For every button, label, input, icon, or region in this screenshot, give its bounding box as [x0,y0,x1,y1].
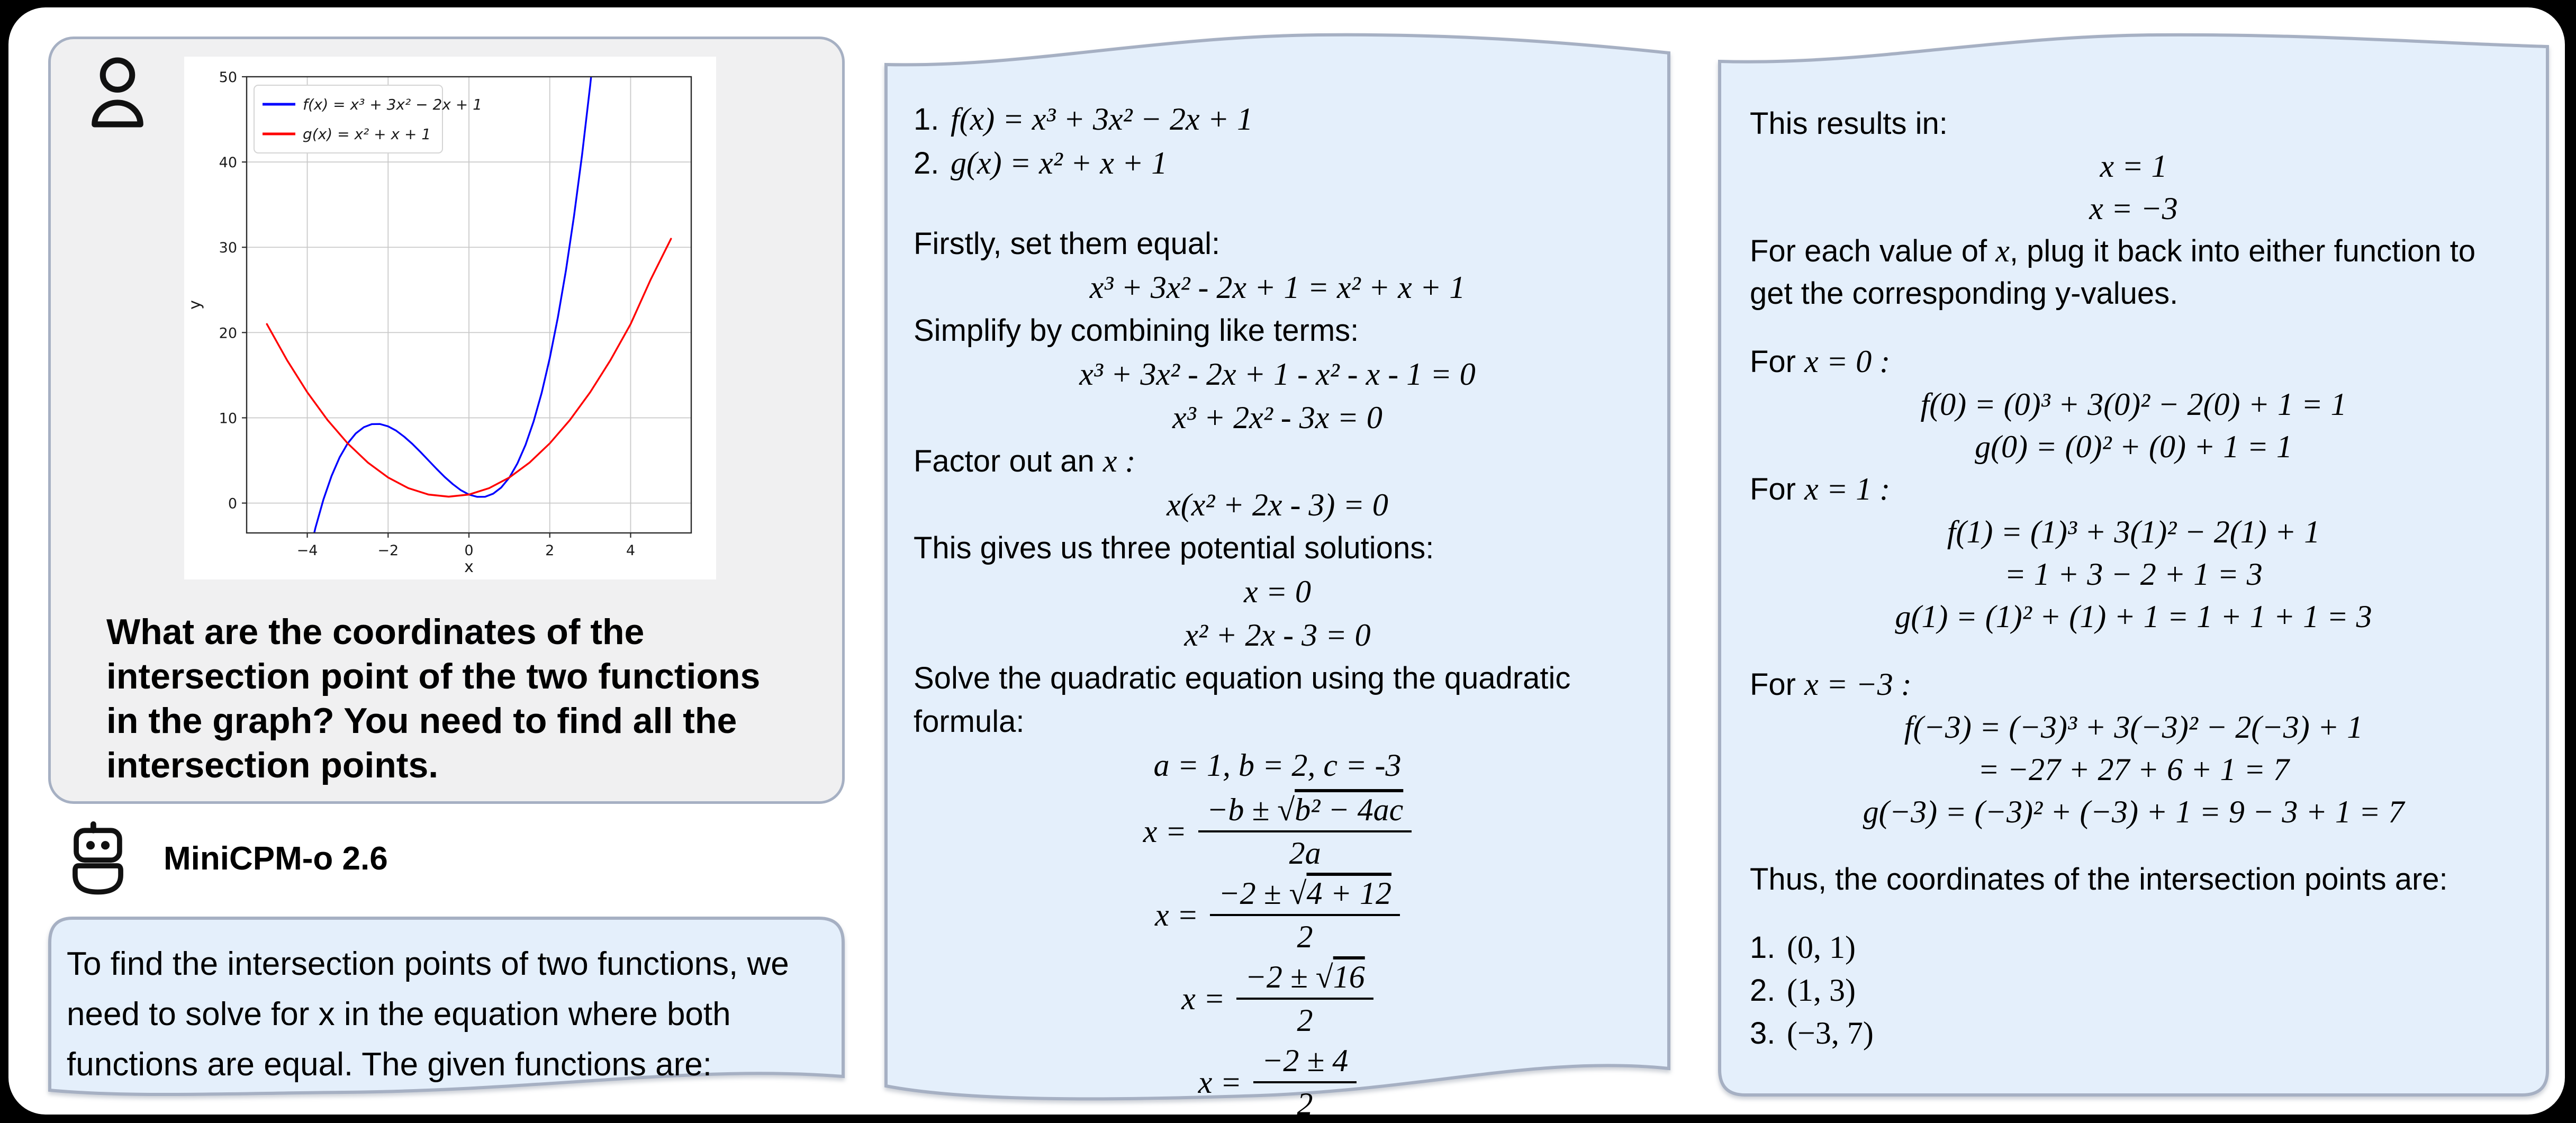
assistant-text-line: To find the intersection points of two functions, we [67,946,789,982]
equation: f(1) = (1)³ + 3(1)² − 2(1) + 1 [1947,514,2320,549]
equation: = 1 + 3 − 2 + 1 = 3 [2004,557,2263,592]
equation-fraction: x = $\frac{-2 \pm √16}{2}$ [914,959,1641,1038]
assistant-header [61,821,388,895]
user-message-bubble [48,37,845,804]
svg-text:−2: −2 [377,542,399,559]
legend-label-g: g(x) = x² + x + 1 [303,125,431,143]
svg-text:2: 2 [545,542,555,559]
result-list-item: 2. (1, 3) [1750,973,1856,1008]
step-text: This gives us three potential solutions: [914,531,1434,565]
equation: x = 1 [2100,149,2167,184]
equation-fraction: x = $\frac{-2 \pm 4}{2}$ [914,1043,1641,1121]
assistant-bubble-middle [884,29,1670,1121]
question-line: in the graph? You need to find all the [106,701,737,741]
figure-panel [8,7,2565,1121]
svg-text:30: 30 [219,240,237,257]
assistant-text-line: functions are equal. The given functions are: [67,1046,712,1083]
assistant-bubble-intro [48,917,845,1103]
spacer [914,185,1641,222]
user-avatar-icon [88,55,147,130]
svg-text:−4: −4 [296,542,318,559]
svg-text:4: 4 [626,542,636,559]
step-text: Thus, the coordinates of the intersection points are: [1750,862,2448,896]
question-line: intersection point of the two functions [106,656,761,696]
equation: x = −3 [2089,191,2178,226]
step-text: Factor out an x : [914,443,1136,478]
svg-text:0: 0 [464,542,474,559]
step-text: Firstly, set them equal: [914,227,1221,261]
step-text: Simplify by combining like terms: [914,313,1359,348]
result-list-item: 3. (−3, 7) [1750,1016,1874,1050]
spacer [1750,638,2517,663]
plot-svg [184,57,716,579]
equation: f(0) = (0)³ + 3(0)² − 2(0) + 1 = 1 [1920,387,2347,422]
step-text: For x = 0 : [1750,344,1891,379]
spacer [1750,901,2517,926]
equation: a = 1, b = 2, c = -3 [1153,748,1402,783]
svg-text:50: 50 [219,69,237,86]
svg-text:20: 20 [219,325,237,342]
equation-list-item: 1. f(x) = x³ + 3x² − 2x + 1 [914,102,1253,137]
step-text: For x = 1 : [1750,472,1891,506]
svg-text:0: 0 [228,495,237,512]
assistant-text-line: need to solve for x in the equation where both [67,996,731,1033]
equation: g(−3) = (−3)² + (−3) + 1 = 9 − 3 + 1 = 7 [1863,794,2405,829]
equation: x³ + 2x² - 3x = 0 [1172,400,1382,435]
equation: g(0) = (0)² + (0) + 1 = 1 [1975,429,2292,464]
assistant-bubble-right [1718,29,2549,1098]
equation: x³ + 3x² - 2x + 1 - x² - x - 1 = 0 [1079,357,1476,392]
spacer [1750,315,2517,340]
svg-text:40: 40 [219,155,237,171]
equation: x³ + 3x² - 2x + 1 = x² + x + 1 [1089,270,1466,305]
spacer [1750,833,2517,858]
equation: x(x² + 2x - 3) = 0 [1167,487,1388,522]
equation-fraction: x = $\frac{\text{−b ± √b² − 4ac}}{2a}$ [914,792,1641,871]
legend-label-f: f(x) = x³ + 3x² − 2x + 1 [303,96,482,113]
svg-text:10: 10 [219,410,237,427]
question-line: intersection points. [106,745,439,785]
result-list-item: 1. (0, 1) [1750,930,1856,965]
equation: g(1) = (1)² + (1) + 1 = 1 + 1 + 1 = 3 [1895,599,2372,634]
x-axis-label: x [464,558,474,576]
step-text: For each value of x, plug it back into either function to get the corresponding y-values. [1750,233,2476,311]
step-text: Solve the quadratic equation using the quadratic formula: [914,661,1571,739]
user-question-text [106,610,821,787]
equation: x = 0 [1243,574,1312,609]
equation-list-item: 2. g(x) = x² + x + 1 [914,146,1168,180]
question-line: What are the coordinates of the [106,612,645,652]
model-name: MiniCPM-o 2.6 [164,840,388,877]
step-text: This results in: [1750,106,1948,141]
robot-icon [61,821,134,895]
equation: = −27 + 27 + 6 + 1 = 7 [1978,752,2289,787]
step-text: For x = −3 : [1750,667,1912,702]
equation: f(−3) = (−3)³ + 3(−3)² − 2(−3) + 1 [1904,710,2363,745]
function-plot-figure [184,57,716,579]
y-axis-label: y [186,300,204,310]
equation-fraction: x = $\frac{-2 \pm √4 + 12}{2}$ [914,876,1641,954]
equation: x² + 2x - 3 = 0 [1184,618,1371,653]
